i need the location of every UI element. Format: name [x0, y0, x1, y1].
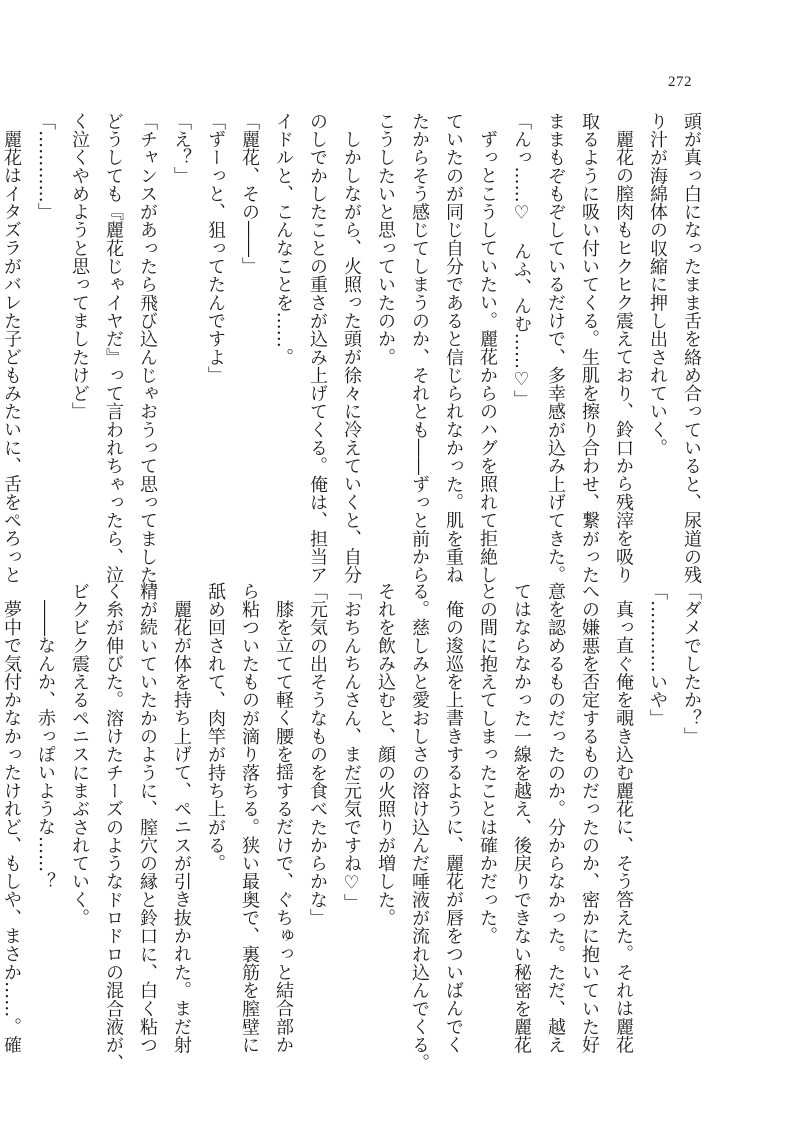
- text-line: 「…………いや」: [647, 582, 668, 728]
- text-line: く糸が伸びた。溶けたチーズのようなドロドロの混合液が、: [103, 582, 124, 1073]
- text-line: 麗花はイタズラがバレた子どもみたいに、舌をぺろっと: [1, 130, 22, 584]
- text-line: 舐め回されて、肉竿が持ち上がる。: [205, 582, 226, 873]
- text-line: どうしても『麗花じゃイヤだ』って言われちゃったら、泣: [103, 112, 124, 584]
- text-line: る。慈しみと愛おしさの溶け込んだ唾液が流れ込んでくる。: [409, 582, 430, 1073]
- text-line: 「ずーっと、狙ってたんですよ」: [205, 112, 226, 385]
- text-line: 麗花が体を持ち上げて、ペニスが引き抜かれた。まだ射: [171, 600, 192, 1054]
- text-line: イドルと、こんなことを……。: [273, 112, 294, 367]
- text-line: ――なんか、赤っぽいような……？: [35, 600, 56, 891]
- text-line: こうしたいと思っていたのか。: [375, 112, 396, 367]
- text-line: ままもぞもぞしているだけで、多幸感が込み上げてきた。: [545, 112, 566, 584]
- text-line: ていたのが同じ自分であると信じられなかった。肌を重ね: [443, 112, 464, 584]
- text-line: しかしながら、火照った頭が徐々に冷えていくと、自分: [341, 130, 362, 584]
- text-line: 「…………」: [35, 112, 56, 221]
- text-line: 「んっ……♡ んふ、んむ……♡」: [511, 112, 532, 409]
- text-line: 「おちんちんさん、まだ元気ですね♡」: [341, 582, 362, 912]
- text-line: 頭が真っ白になったまま舌を絡め合っていると、尿道の残: [681, 112, 702, 584]
- text-block-top: [1, 112, 708, 603]
- text-line: 意を認めるものだったのか。分からなかった。ただ、越え: [545, 582, 566, 1054]
- text-line: く泣くやめようと思ってましたけど」: [69, 112, 90, 421]
- text-line: 夢中で気付かなかったけれど、もしや、まさか……。確: [1, 600, 22, 1054]
- text-line: 真っ直ぐ俺を覗き込む麗花に、そう答えた。それは麗花: [613, 600, 634, 1054]
- text-line: のしでかしたことの重さが込み上げてくる。俺は、担当ア: [307, 112, 328, 584]
- text-line: 膝を立てて軽く腰を揺するだけで、ぐちゅっと結合部か: [273, 600, 294, 1054]
- text-line: り汁が海綿体の収縮に押し出されていく。: [647, 112, 668, 457]
- text-line: との間に抱えてしまったことは確かだった。: [477, 582, 498, 945]
- text-line: 麗花の膣肉もヒクヒク震えており、鈴口から残滓を吸り: [613, 130, 634, 584]
- text-line: てはならなかった一線を越え、後戻りできない秘密を麗花: [511, 582, 532, 1054]
- text-line: 精が続いていたかのように、膣穴の縁と鈴口に、白く粘つ: [137, 582, 158, 1054]
- text-line: 取るように吸い付いてくる。生肌を擦り合わせ、繋がった: [579, 112, 600, 584]
- text-line: 「え？」: [171, 112, 192, 185]
- page-number: 272: [668, 74, 692, 90]
- text-line: への嫌悪を否定するものだったのか、密かに抱いていた好: [579, 582, 600, 1054]
- text-line: ビクビク震えるペニスにまぶされていく。: [69, 582, 90, 927]
- text-line: ずっとこうしていたい。麗花からのハグを照れて拒絶し: [477, 130, 498, 584]
- text-block-bottom: [1, 582, 708, 1073]
- text-line: 「元気の出そうなものを食べたからかな」: [307, 582, 328, 927]
- text-line: 「麗花、その――」: [239, 112, 260, 276]
- text-line: 俺の逡巡を上書きするように、麗花が唇をついばんでく: [443, 600, 464, 1054]
- text-line: 「ダメでしたか？」: [681, 582, 702, 746]
- text-line: たからそう感じてしまうのか、それとも――ずっと前から: [409, 112, 430, 584]
- text-line: それを飲み込むと、顔の火照りが増した。: [375, 582, 396, 927]
- text-line: 「チャンスがあったら飛び込んじゃおうって思ってました。: [137, 112, 158, 603]
- text-line: ら粘ついたものが滴り落ちる。狭い最奥で、裏筋を膣壁に: [239, 582, 260, 1054]
